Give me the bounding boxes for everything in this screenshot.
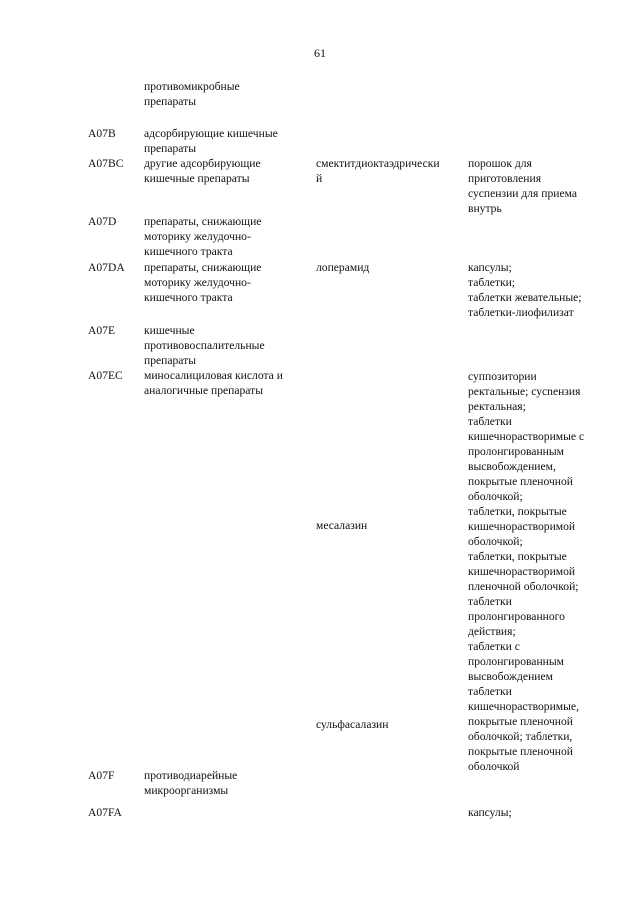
- page-number: 61: [314, 46, 326, 60]
- atc-code: A07B: [88, 127, 116, 140]
- atc-code: A07EC: [88, 369, 123, 382]
- atc-group-name: миносалициловая кислота и аналогичные препараты: [144, 369, 283, 397]
- drug-inn: сульфасалазин: [316, 718, 389, 731]
- atc-group-name: противодиарейные микроорганизмы: [144, 769, 238, 797]
- atc-group-name: препараты, снижающие моторику желудочно- кишечного тракта: [144, 261, 262, 304]
- drug-inn: лоперамид: [316, 261, 370, 274]
- dosage-form: порошок для приготовления суспензии для приема внутрь: [468, 157, 578, 215]
- atc-group-name: препараты, снижающие моторику желудочно- кишечного тракта: [144, 215, 262, 258]
- atc-code: A07F: [88, 769, 115, 782]
- atc-code: A07BC: [88, 157, 124, 170]
- atc-code: A07E: [88, 324, 116, 337]
- dosage-form: капсулы;: [468, 806, 512, 819]
- atc-group-name: адсорбирующие кишечные препараты: [144, 127, 278, 155]
- atc-group-name: другие адсорбирующие кишечные препараты: [144, 157, 261, 185]
- atc-code: A07FA: [88, 806, 122, 819]
- atc-code: A07D: [88, 215, 117, 228]
- dosage-form: суппозитории ректальные; сусnензия ректальная; таблетки кишечнорастворимые с пролонгированным высвобождением, покрытые пленочной оболочкой; таблетки, покрытые кишечнорастворимой оболочкой; таблетки, покрытые кишечнорастворимой пленочной оболочкой; таблетки пролонгированного действия; таблетки с пролонгированным высвобождением таблетки кишечнорастворимые, покрытые пленочной оболочкой; таблетки, покрытые пленочной оболочкой: [468, 370, 585, 773]
- atc-group-name: противомикробные препараты: [144, 80, 240, 108]
- atc-group-name: кишечные противовоспалительные препараты: [144, 324, 265, 367]
- dosage-form: капсулы; таблетки; таблетки жевательные; таблетки-лиофилизат: [468, 261, 582, 319]
- atc-code: A07DA: [88, 261, 125, 274]
- drug-inn: смектитдиоктаэдрически й: [316, 157, 440, 185]
- drug-inn: месалазин: [316, 519, 368, 532]
